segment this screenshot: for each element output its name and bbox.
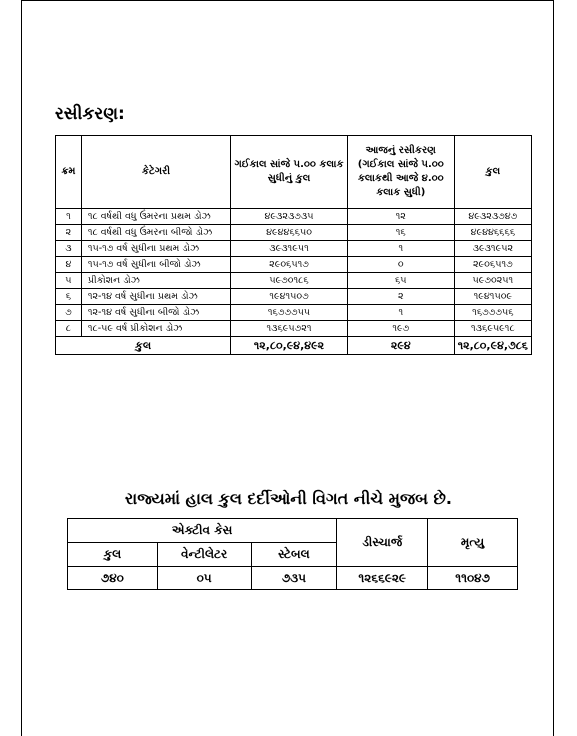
cell-till-yesterday: ૧૯૪૧૫૦૭ [231, 289, 348, 305]
value-ventilator: ૦૫ [157, 567, 251, 590]
header-active-cases: એક્ટીવ કેસ [68, 519, 337, 543]
cell-today: ૧ [347, 305, 454, 321]
cell-serial: ૩ [56, 241, 82, 257]
cell-total: ૧૯૪૧૫૦૯ [454, 289, 531, 305]
patients-header-row [68, 519, 518, 543]
cell-till-yesterday: ૧૩૬૯૫૭૨૧ [231, 321, 348, 337]
cell-serial: ૪ [56, 257, 82, 273]
header-today: આજનું રસીકરણ (ગઈકાલ સાંજે ૫.૦૦ કલાકથી આજે ૪.૦૦ કલાક સુધી) [347, 136, 454, 209]
cell-category: ૧૨-૧૪ વર્ષ સુધીના પ્રથમ ડોઝ [81, 289, 230, 305]
section-title: રસીકરણ: [55, 104, 125, 124]
cell-serial: ૭ [56, 305, 82, 321]
table-row [56, 257, 532, 273]
table-header-row [56, 136, 532, 209]
cell-category: ૧૮-૫૯ વર્ષ પ્રીકોશન ડોઝ [81, 321, 230, 337]
cell-total: ૫૯૭૦૨૫૧ [454, 273, 531, 289]
value-stable: ૭૩૫ [251, 567, 337, 590]
value-discharge: ૧૨૬૬૯૨૯ [337, 567, 428, 590]
table-total-row [56, 337, 532, 355]
cell-today: ૦ [347, 257, 454, 273]
cell-till-yesterday: ૩૯૩૧૯૫૧ [231, 241, 348, 257]
cell-till-yesterday: ૪૯૪૪૬૬૫૦ [231, 225, 348, 241]
total-grand: ૧૨,૮૦,૯૪,૭૮૬ [454, 337, 531, 355]
table-row [56, 209, 532, 225]
cell-today: ૧૯૭ [347, 321, 454, 337]
cell-category: ૧૨-૧૪ વર્ષ સુધીના બીજો ડોઝ [81, 305, 230, 321]
cell-category: ૧૮ વર્ષથી વધુ ઉંમરના બીજો ડોઝ [81, 225, 230, 241]
table-row [56, 273, 532, 289]
header-category: કેટેગરી [81, 136, 230, 209]
total-label: કુલ [56, 337, 231, 355]
cell-total: ૧૩૬૯૫૯૧૮ [454, 321, 531, 337]
table-row [56, 241, 532, 257]
header-total: કુલ [454, 136, 531, 209]
table-row [56, 305, 532, 321]
patients-table [67, 518, 518, 590]
cell-today: ૬૫ [347, 273, 454, 289]
header-stable: સ્ટેબલ [251, 543, 337, 567]
table-row [56, 225, 532, 241]
total-today: ૨૯૪ [347, 337, 454, 355]
cell-till-yesterday: ૧૬૭૭૭૫૫ [231, 305, 348, 321]
cell-total: ૩૯૩૧૯૫૨ [454, 241, 531, 257]
cell-today: ૨ [347, 289, 454, 305]
cell-category: ૧૫-૧૭ વર્ષ સુધીના બીજો ડોઝ [81, 257, 230, 273]
cell-today: ૧૨ [347, 209, 454, 225]
cell-till-yesterday: ૪૯૩૨૩૭૩૫ [231, 209, 348, 225]
cell-total: ૪૯૩૨૩૭૪૭ [454, 209, 531, 225]
cell-category: ૧૮ વર્ષથી વધુ ઉંમરના પ્રથમ ડોઝ [81, 209, 230, 225]
cell-till-yesterday: ૫૯૭૦૧૮૬ [231, 273, 348, 289]
cell-serial: ૬ [56, 289, 82, 305]
table-row [56, 321, 532, 337]
cell-category: ૧૫-૧૭ વર્ષ સુધીના પ્રથમ ડોઝ [81, 241, 230, 257]
patients-heading: રાજ્યમાં હાલ કુલ દર્દીઓની વિગત નીચે મુજબ છે. [125, 489, 452, 508]
cell-serial: ૮ [56, 321, 82, 337]
header-ventilator: વેન્ટીલેટર [157, 543, 251, 567]
table-row [56, 289, 532, 305]
patients-value-row [68, 567, 518, 590]
total-till-yesterday: ૧૨,૮૦,૯૪,૪૯૨ [231, 337, 348, 355]
value-death: ૧૧૦૪૭ [428, 567, 518, 590]
cell-serial: ૧ [56, 209, 82, 225]
cell-serial: ૫ [56, 273, 82, 289]
header-till-yesterday: ગઈકાલ સાંજે ૫.૦૦ કલાક સુધીનું કુલ [231, 136, 348, 209]
value-active-total: ૭૪૦ [68, 567, 158, 590]
header-death: મૃત્યુ [428, 519, 518, 567]
vaccination-table [55, 135, 532, 355]
cell-total: ૪૯૪૪૬૬૬૬ [454, 225, 531, 241]
cell-category: પ્રીકોશન ડોઝ [81, 273, 230, 289]
header-discharge: ડીસ્ચાર્જ [337, 519, 428, 567]
cell-serial: ૨ [56, 225, 82, 241]
cell-till-yesterday: ૨૯૦૬૫૧૭ [231, 257, 348, 273]
cell-today: ૧૬ [347, 225, 454, 241]
cell-total: ૧૬૭૭૭૫૬ [454, 305, 531, 321]
cell-today: ૧ [347, 241, 454, 257]
header-serial: ક્રમ [56, 136, 82, 209]
cell-total: ૨૯૦૬૫૧૭ [454, 257, 531, 273]
header-active-total: કુલ [68, 543, 158, 567]
